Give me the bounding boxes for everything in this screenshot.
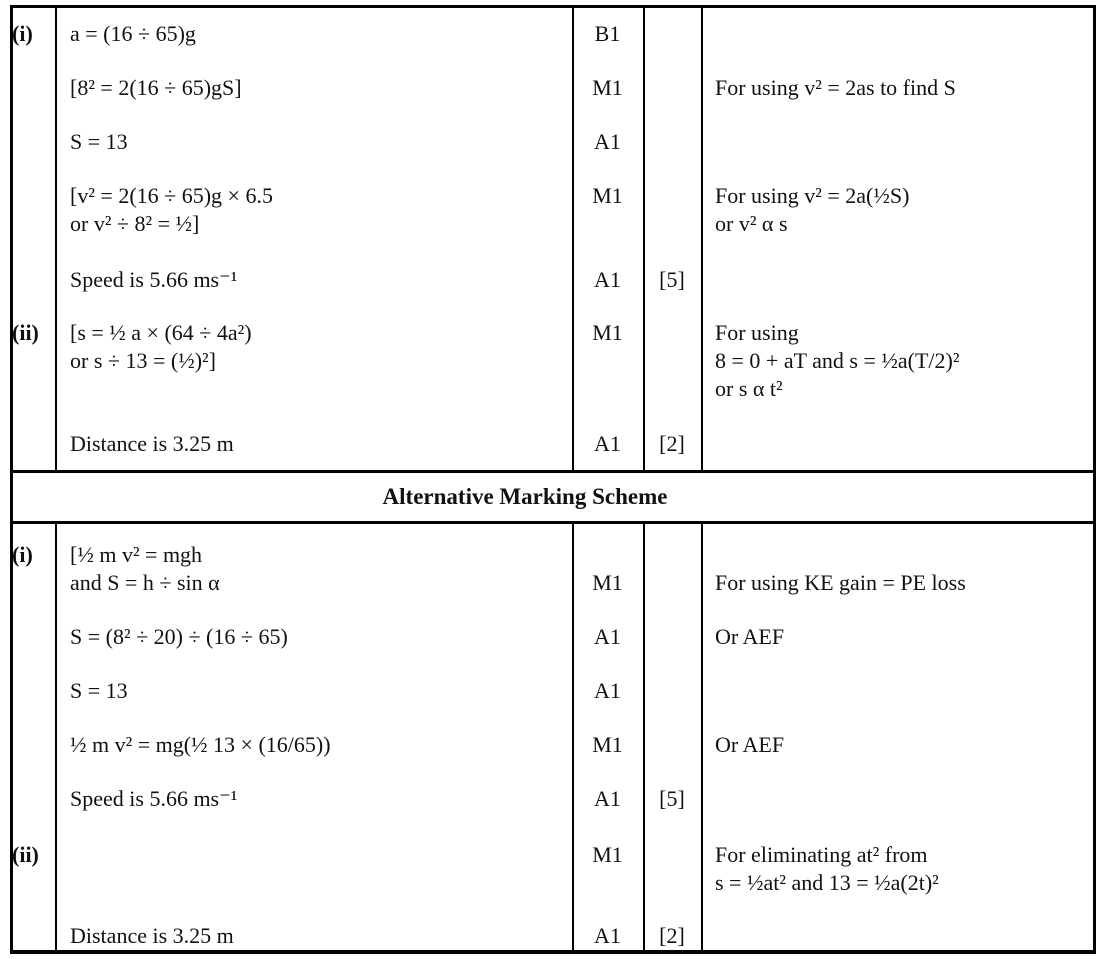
mark-code: A1 — [594, 786, 621, 811]
comment-line: For eliminating at² from — [715, 842, 928, 867]
mark-code: M1 — [592, 75, 623, 100]
working-line: ½ m v² = mg(½ 13 × (16/65)) — [70, 732, 331, 757]
comment-line: or v² α s — [715, 211, 788, 236]
comment-line: For using v² = 2as to find S — [715, 75, 956, 100]
mark-code: M1 — [592, 320, 623, 345]
part-label: (ii) — [12, 842, 39, 867]
comment-line: Or AEF — [715, 732, 785, 757]
working-line: Speed is 5.66 ms⁻¹ — [70, 267, 238, 292]
total-marks: [5] — [659, 786, 685, 811]
total-marks: [5] — [659, 267, 685, 292]
mark-code: A1 — [594, 431, 621, 456]
mark-code: M1 — [592, 570, 623, 595]
working-line: [8² = 2(16 ÷ 65)gS] — [70, 75, 242, 100]
working-line: a = (16 ÷ 65)g — [70, 21, 196, 46]
column-divider-total-upper — [643, 5, 645, 470]
mark-code: M1 — [592, 732, 623, 757]
mark-code: A1 — [594, 129, 621, 154]
column-divider-comment-lower — [701, 524, 703, 950]
working-line: or s ÷ 13 = (½)²] — [70, 348, 216, 373]
working-line: and S = h ÷ sin α — [70, 570, 220, 595]
working-cell — [70, 182, 273, 238]
table-border-right — [1093, 5, 1096, 954]
mark-code: A1 — [594, 267, 621, 292]
working-line: or v² ÷ 8² = ½] — [70, 211, 200, 236]
comment-cell — [715, 319, 959, 403]
working-cell — [70, 319, 252, 375]
table-border-left — [10, 5, 13, 954]
comment-line: Or AEF — [715, 624, 785, 649]
comment-cell — [715, 182, 909, 238]
part-label: (i) — [12, 542, 33, 567]
working-line: S = 13 — [70, 678, 128, 703]
comment-line: or s α t² — [715, 376, 783, 401]
table-border-bottom — [10, 950, 1096, 954]
working-line: Distance is 3.25 m — [70, 923, 234, 948]
mark-code: M1 — [592, 183, 623, 208]
working-line: [½ m v² = mgh — [70, 542, 203, 567]
mark-code: A1 — [594, 678, 621, 703]
column-divider-total-lower — [643, 524, 645, 950]
mark-code: M1 — [592, 842, 623, 867]
comment-line: For using — [715, 320, 799, 345]
working-line: [v² = 2(16 ÷ 65)g × 6.5 — [70, 183, 273, 208]
part-label: (i) — [12, 21, 33, 46]
row-divider-above-alt-header — [10, 470, 1096, 473]
table-border-top — [10, 5, 1096, 8]
working-line: S = (8² ÷ 20) ÷ (16 ÷ 65) — [70, 624, 288, 649]
column-divider-part-upper — [55, 5, 57, 470]
comment-cell — [715, 841, 939, 897]
comment-line: For using KE gain = PE loss — [715, 570, 966, 595]
comment-line: For using v² = 2a(½S) — [715, 183, 910, 208]
working-line: [s = ½ a × (64 ÷ 4a²) — [70, 320, 252, 345]
part-label: (ii) — [12, 320, 39, 345]
comment-line: 8 = 0 + aT and s = ½a(T/2)² — [715, 348, 960, 373]
working-line: Speed is 5.66 ms⁻¹ — [70, 786, 238, 811]
comment-line: s = ½at² and 13 = ½a(2t)² — [715, 870, 939, 895]
mark-code: A1 — [594, 923, 621, 948]
alternative-scheme-header: Alternative Marking Scheme — [382, 484, 668, 509]
mark-code: B1 — [594, 21, 621, 46]
mark-code: A1 — [594, 624, 621, 649]
working-line: Distance is 3.25 m — [70, 431, 234, 456]
total-marks: [2] — [659, 923, 685, 948]
total-marks: [2] — [659, 431, 685, 456]
column-divider-comment-upper — [701, 5, 703, 470]
row-divider-below-alt-header — [10, 521, 1096, 524]
column-divider-part-lower — [55, 524, 57, 950]
working-cell — [70, 541, 220, 597]
working-line: S = 13 — [70, 129, 128, 154]
